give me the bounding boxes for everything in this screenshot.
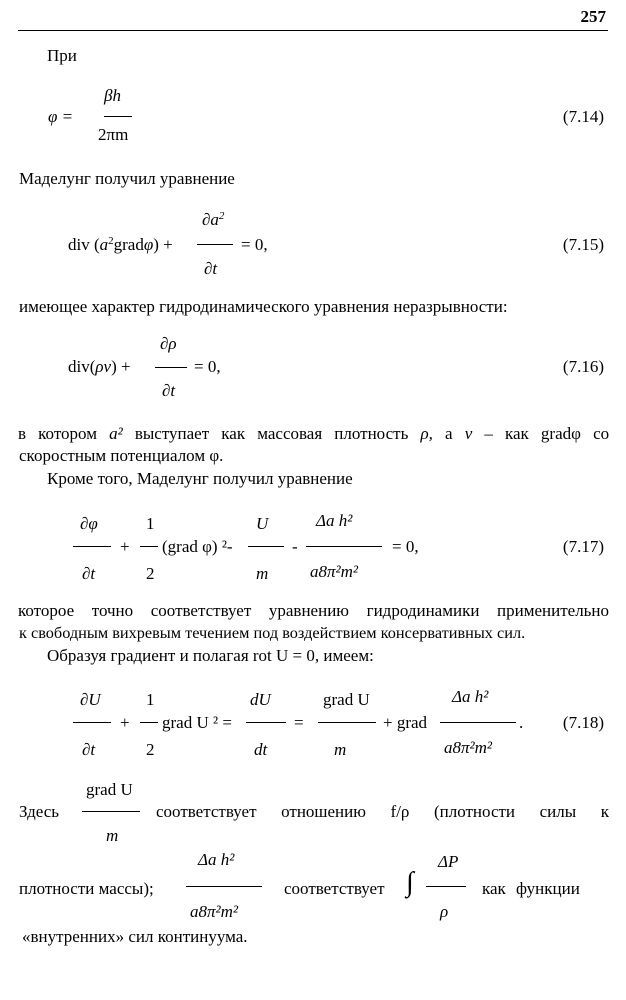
eq716-numerator: ∂ρ [160, 334, 177, 353]
where-word-2: котором [38, 424, 97, 443]
eq715-rhs: = 0, [241, 235, 268, 254]
eq715-lhs [68, 236, 173, 253]
eq717-f1-denominator: ∂t [82, 564, 96, 583]
eq717-f4-bar [306, 546, 382, 547]
where-word-6: массовая [257, 424, 323, 443]
mass-frac-bar [186, 886, 262, 887]
eq716-lhs [68, 358, 131, 375]
mass-frac-denominator: a8π²m² [190, 902, 238, 921]
mass-corresponds: соответствует [284, 879, 385, 898]
eq718-f2-numerator: 1 [146, 690, 155, 709]
eq717-f4-numerator: Δa h² [316, 511, 353, 530]
paragraph-where-line-2: скоростным потенциалом φ. [19, 446, 224, 465]
eq717-f3-denominator: m [256, 564, 269, 583]
eq717-f1-numerator: ∂φ [80, 514, 98, 533]
paragraph-pri: При [47, 46, 77, 65]
eq714-lhs: φ = [48, 107, 74, 126]
where-word-9: а [445, 424, 453, 443]
eq715-lhs-a: a [99, 235, 109, 254]
eq716-number: (7.16) [562, 357, 604, 376]
eq714-fraction-bar [104, 116, 132, 117]
where-word-grad: gradφ [540, 424, 581, 443]
where-word-5: как [221, 424, 246, 443]
eq718-mid: grad U ² = [162, 713, 232, 732]
eq718-f1-bar [73, 722, 111, 723]
eq718-f5-numerator: Δa h² [452, 687, 489, 706]
eq718-plus-grad: + grad [383, 713, 428, 732]
mass-label: плотности массы); [19, 879, 154, 898]
here-word-5: силы [539, 802, 577, 821]
eq718-f4-numerator: grad U [323, 690, 370, 709]
eq718-equals: = [294, 713, 304, 732]
here-word-4: (плотности [433, 802, 516, 821]
eq718-f1-denominator: ∂t [82, 740, 96, 759]
paragraph-corresponds-line-1 [18, 602, 609, 619]
where-word-rho: ρ, [420, 424, 433, 443]
eq718-plus-1: + [120, 713, 130, 732]
eq715-lhs-grad: grad [113, 235, 144, 254]
corr-word-4: уравнению [268, 601, 349, 620]
eq716-rhs: = 0, [194, 357, 221, 376]
eq717-f3-bar [248, 546, 284, 547]
mass-tail: как функции [482, 879, 580, 898]
eq718-f3-numerator: dU [250, 690, 271, 709]
eq717-f2-numerator: 1 [146, 514, 155, 533]
mass-frac-numerator: Δa h² [198, 850, 235, 869]
corr-word-1: которое [18, 601, 75, 620]
paragraph-where-line-1 [18, 425, 609, 442]
here-word-1: соответствует [156, 802, 257, 821]
eq714-number: (7.14) [562, 107, 604, 126]
eq718-f3-bar [246, 722, 286, 723]
eq718-number: (7.18) [562, 713, 604, 732]
eq715-numerator-sup: 2 [218, 210, 225, 222]
here-words [156, 803, 609, 820]
eq715-lhs-sup: 2 [108, 235, 114, 247]
where-word-1: в [18, 424, 27, 443]
eq717-plus: + [120, 537, 130, 556]
eq715-numerator-text: ∂a [202, 210, 219, 229]
paragraph-gradient: Образуя градиент и полагая rot U = 0, имеем: [47, 646, 374, 665]
eq717-f4-denominator: a8π²m² [310, 562, 358, 581]
eq715-lhs-div: div ( [68, 235, 100, 254]
mass-int-bar [426, 886, 466, 887]
eq718-f5-bar [440, 722, 516, 723]
where-word-v: v [464, 424, 473, 443]
eq717-rhs: = 0, [392, 537, 419, 556]
here-frac-numerator: grad U [86, 780, 133, 799]
eq716-denominator: ∂t [162, 381, 176, 400]
corr-word-5: гидродинамики [366, 601, 480, 620]
page-number: 257 [580, 7, 606, 26]
where-word-14: со [593, 424, 610, 443]
eq716-fraction-bar [155, 367, 187, 368]
where-word-dash: – [484, 424, 493, 443]
paragraph-internal: «внутренних» сил континуума. [22, 927, 248, 946]
corr-word-2: точно [91, 601, 134, 620]
integral-sign: ∫ [406, 867, 414, 898]
eq717-f3-numerator: U [256, 514, 269, 533]
here-word-2: отношению [281, 802, 366, 821]
corr-word-3: соответствует [150, 601, 252, 620]
eq718-f2-denominator: 2 [146, 740, 155, 759]
here-label: Здесь [19, 802, 60, 821]
eq718-f2-bar [140, 722, 158, 723]
eq718-f4-denominator: m [334, 740, 347, 759]
eq717-f1-bar [73, 546, 111, 547]
where-word-12: как [504, 424, 529, 443]
eq714-denominator: 2πm [98, 125, 129, 144]
where-word-7: плотность [334, 424, 409, 443]
here-frac-bar [82, 811, 140, 812]
paragraph-besides: Кроме того, Маделунг получил уравнение [47, 469, 353, 488]
eq715-lhs-phi: φ [143, 235, 154, 254]
paragraph-madelung-1: Маделунг получил уравнение [19, 169, 235, 188]
eq716-lhs-rhov: ρv [95, 357, 112, 376]
eq715-fraction-bar [197, 244, 233, 245]
where-word-4: выступает [134, 424, 210, 443]
eq714-numerator: βh [104, 86, 121, 105]
header-rule [18, 30, 608, 31]
here-word-6: к [600, 802, 610, 821]
eq717-mid: (grad φ) ²- [162, 537, 233, 556]
where-word-a2: a² [109, 424, 123, 443]
eq716-lhs-close: ) + [111, 357, 131, 376]
eq716-lhs-div: div( [68, 357, 96, 376]
eq715-number: (7.15) [562, 235, 604, 254]
eq715-denominator: ∂t [204, 259, 218, 278]
eq718-f3-denominator: dt [254, 740, 268, 759]
eq718-f5-denominator: a8π²m² [444, 738, 492, 757]
mass-int-numerator: ΔP [438, 852, 459, 871]
eq715-numerator [202, 211, 224, 228]
here-word-f-rho: f/ρ [390, 802, 410, 821]
eq717-number: (7.17) [562, 537, 604, 556]
mass-int-denominator: ρ [440, 902, 449, 921]
paragraph-continuity: имеющее характер гидродинамического уравнения неразрывности: [19, 297, 508, 316]
eq718-f1-numerator: ∂U [80, 690, 101, 709]
corr-word-6: применительно [497, 601, 610, 620]
eq717-f2-denominator: 2 [146, 564, 155, 583]
eq718-f4-bar [318, 722, 376, 723]
eq718-dot: . [519, 713, 524, 732]
here-frac-denominator: m [106, 826, 119, 845]
eq717-f2-bar [140, 546, 158, 547]
eq715-lhs-close: ) + [153, 235, 173, 254]
eq717-minus: - [292, 537, 298, 556]
paragraph-corresponds-line-2: к свободным вихревым течением под воздействием консервативных сил. [19, 623, 526, 642]
